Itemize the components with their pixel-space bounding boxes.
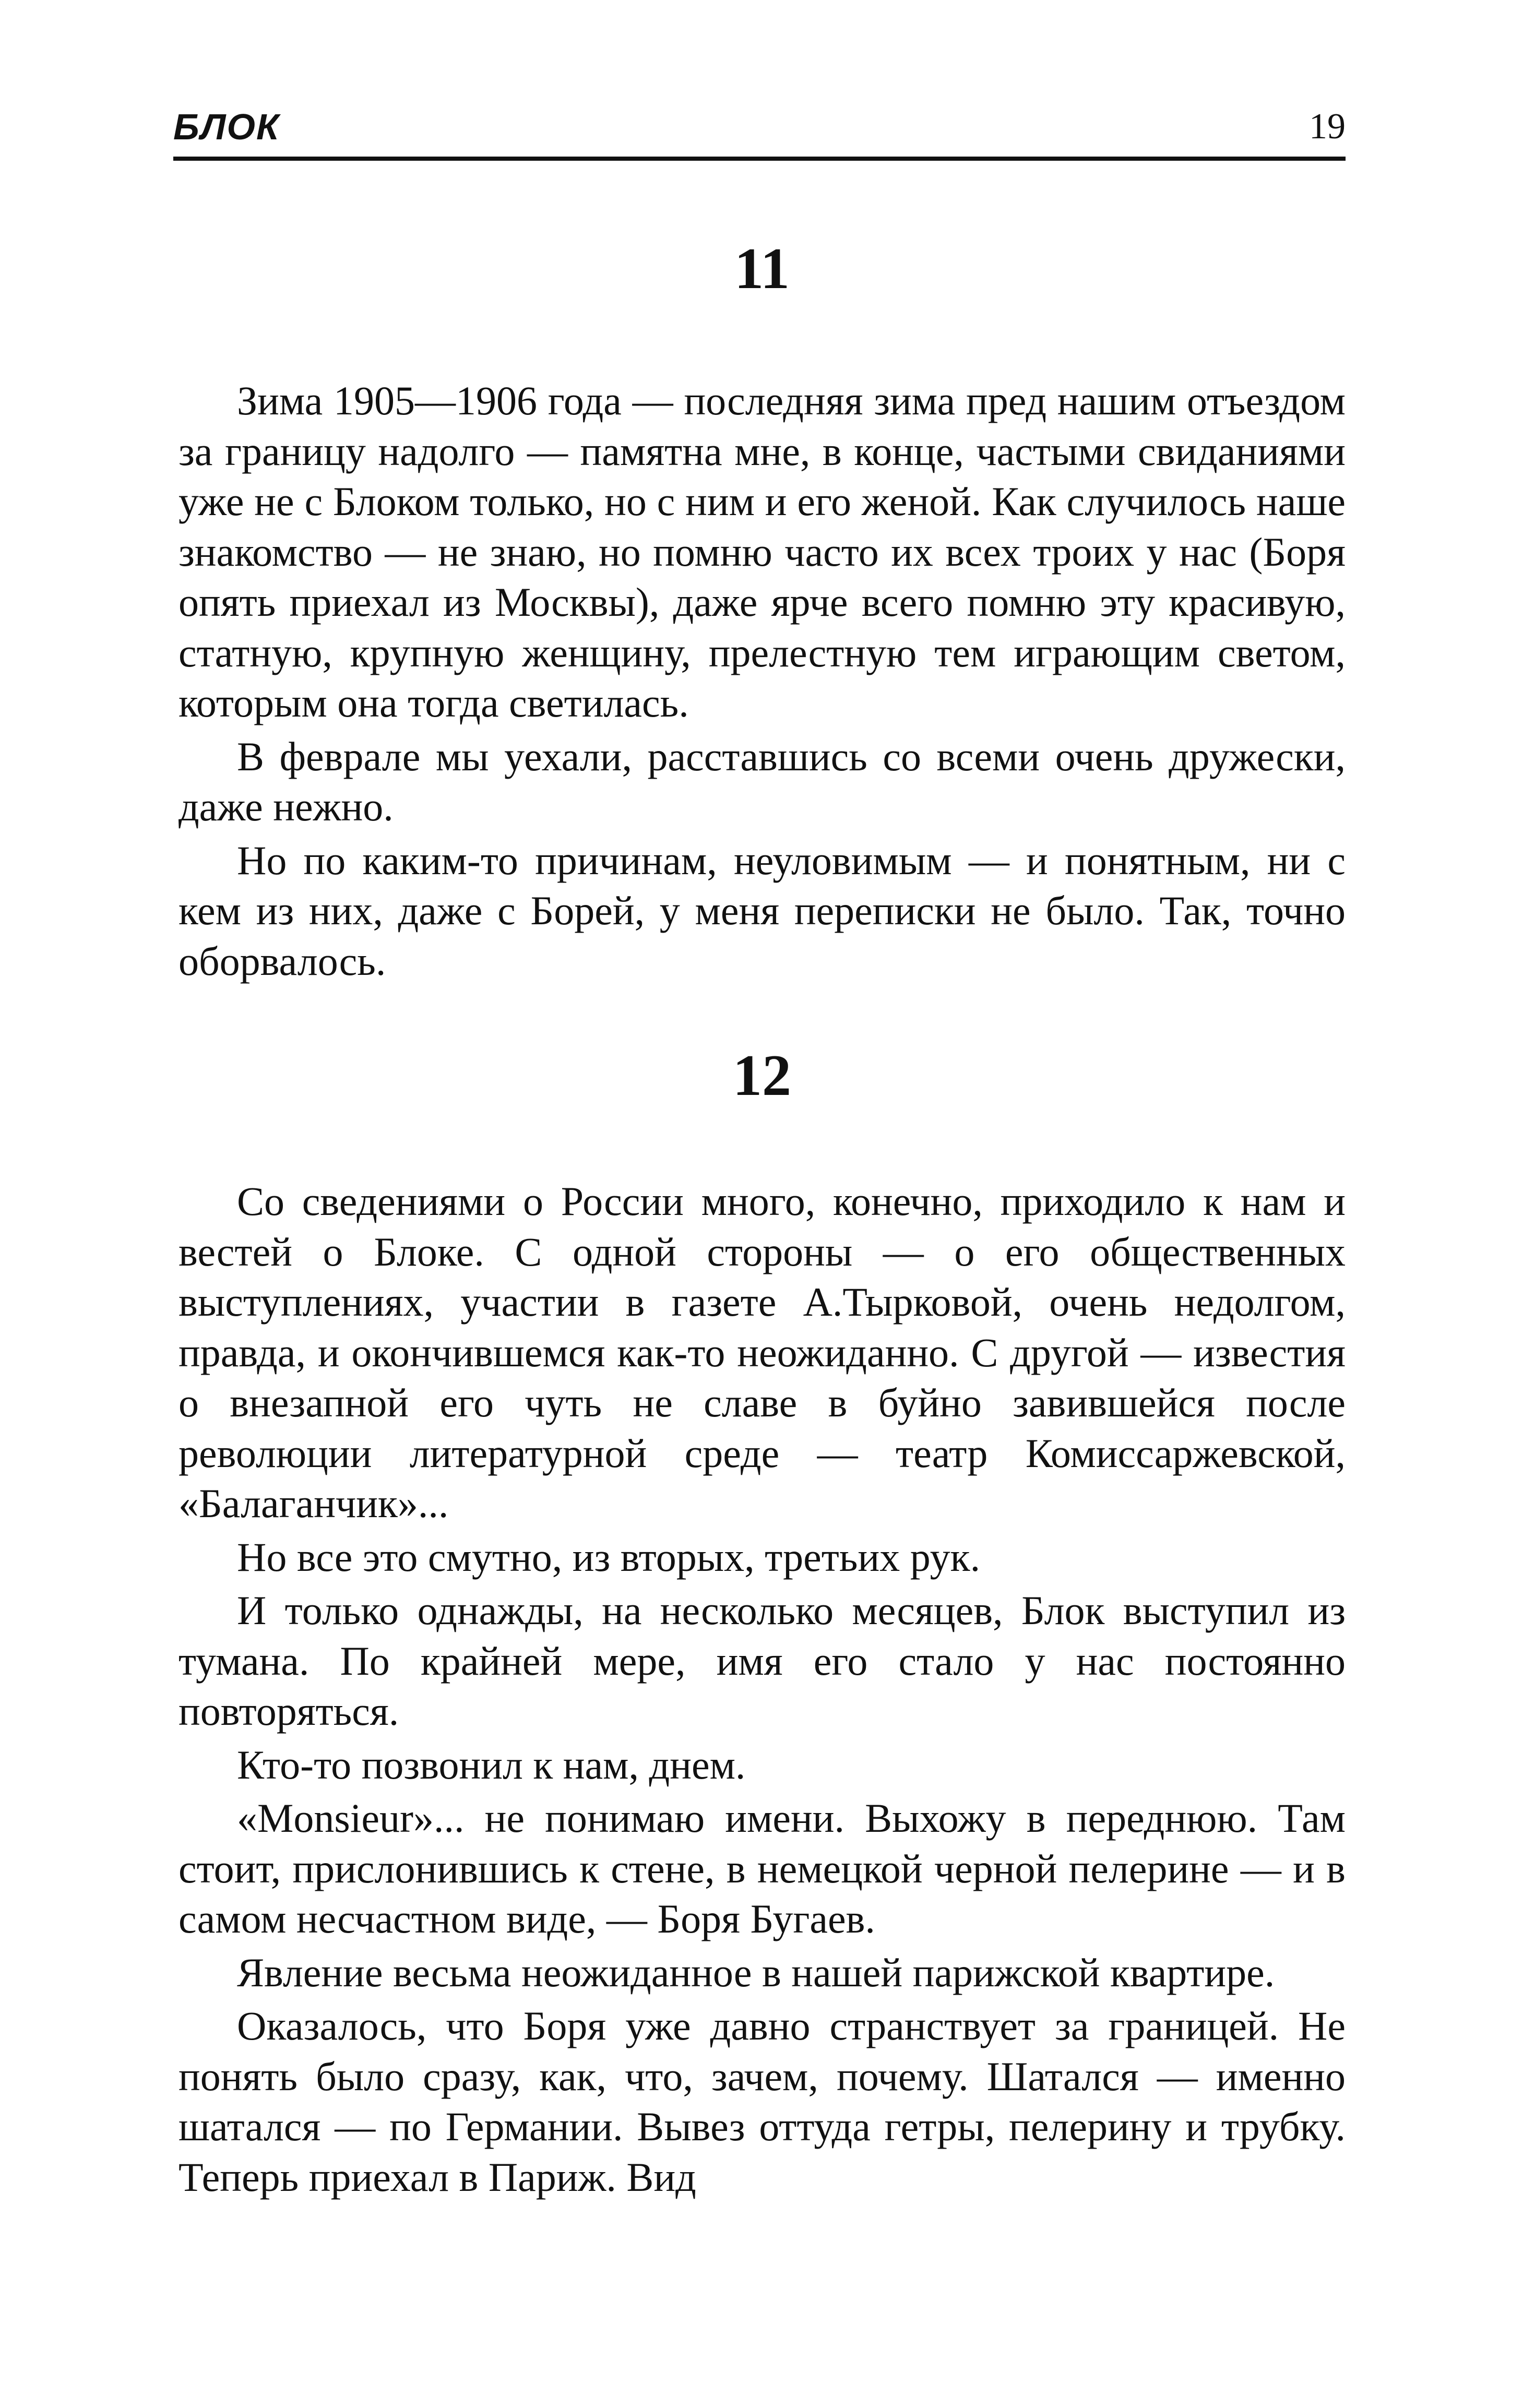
paragraph: Явление весьма неожиданное в нашей парижской квартире. <box>237 1949 1275 1995</box>
header-rule <box>173 157 1346 161</box>
paragraph: Зима 1905—1906 года — последняя зима пред нашим отъездом за границу надолго — памятна мне, в конце, частыми свиданиями уже не с Блоком только, но с ним и его женой. Как случилось наше знакомство — не знаю, но помню часто их всех троих у нас (Боря опять приехал из Москвы), даже ярче всего помню эту красивую, статную, крупную женщину, прелестную тем играющим светом, которым она тогда светилась. <box>179 378 1346 725</box>
paragraph: Со сведениями о России много, конечно, приходило к нам и вестей о Блоке. С одной стороны — о его общественных выступлениях, участии в газете А.Тырковой, очень недолгом, правда, и окончившемся как-то неожиданно. С другой — известия о внезапной его чуть не славе в буйно завившейся после революции литературной среде — театр Комиссаржевской, «Балаганчик»... <box>179 1178 1346 1526</box>
paragraph: Оказалось, что Боря уже давно странствует за границей. Не понять было сразу, как, что, зачем, почему. Шатался — именно шатался — по Германии. Вывез оттуда гетры, пелерину и трубку. Теперь приехал в Париж. Вид <box>179 2003 1346 2200</box>
running-title: БЛОК <box>173 106 280 147</box>
running-header <box>173 102 1346 159</box>
paragraph: Но все это смутно, из вторых, третьих рук. <box>237 1534 981 1580</box>
paragraph: «Monsieur»... не понимаю имени. Выхожу в переднюю. Там стоит, прислонившись к стене, в немецкой черной пелерине — и в самом несчастном виде, — Боря Бугаев. <box>179 1795 1346 1941</box>
chapter-number-11: 11 <box>734 236 790 301</box>
body-text <box>179 230 1346 2206</box>
page-number: 19 <box>1309 106 1346 147</box>
paragraph: В феврале мы уехали, расставшись со всеми очень дружески, даже нежно. <box>179 733 1346 829</box>
paragraph: Кто-то позвонил к нам, днем. <box>237 1742 746 1787</box>
chapter-number-12: 12 <box>733 1043 791 1108</box>
paragraph: Но по каким-то причинам, неуловимым — и понятным, ни с кем из них, даже с Борей, у меня переписки не было. Так, точно оборвалось. <box>179 837 1346 984</box>
paragraph: И только однажды, на несколько месяцев, Блок выступил из тумана. По крайней мере, имя его стало у нас постоянно повторяться. <box>179 1588 1346 1734</box>
